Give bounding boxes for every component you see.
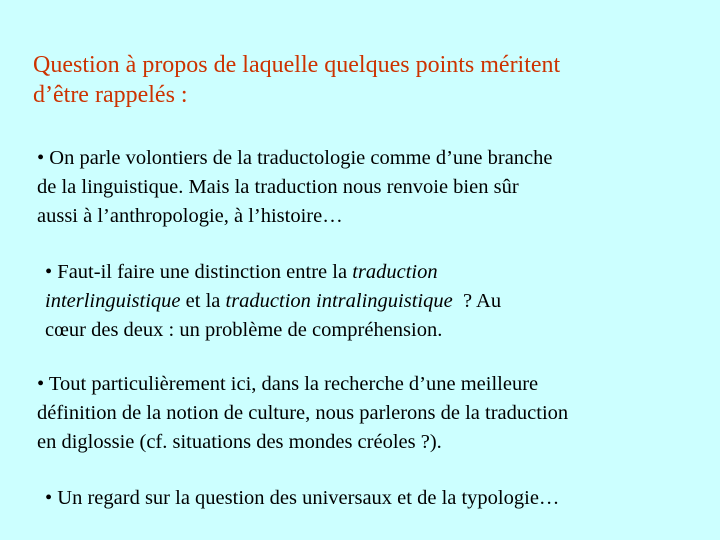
title-line: d’être rappelés : [33, 82, 188, 108]
bullet-culture [37, 370, 697, 457]
bullet-line: en diglossie (cf. situations des mondes créoles ?). [37, 431, 442, 453]
bullet-line: de la linguistique. Mais la traduction nous renvoie bien sûr [37, 176, 519, 198]
bullet-traductologie [37, 144, 677, 231]
bullet-italic-text: traduction intralinguistique [225, 290, 453, 312]
bullet-line: • On parle volontiers de la traductologie comme d’une branche [37, 147, 553, 169]
bullet-universaux [45, 484, 685, 513]
bullet-line [45, 258, 685, 287]
bullet-text: • Faut-il faire une distinction entre la [45, 261, 353, 283]
slide-title [33, 50, 693, 110]
bullet-line: cœur des deux : un problème de compréhension. [45, 319, 443, 341]
bullet-line: • Tout particulièrement ici, dans la recherche d’une meilleure [37, 373, 539, 395]
bullet-distinction [45, 258, 685, 345]
bullet-line: • Un regard sur la question des universaux et de la typologie… [45, 487, 560, 509]
bullet-line: définition de la notion de culture, nous parlerons de la traduction [37, 402, 569, 424]
bullet-line: aussi à l’anthropologie, à l’histoire… [37, 205, 343, 227]
bullet-line [45, 287, 685, 316]
bullet-italic-text: traduction [352, 261, 438, 283]
bullet-italic-text: interlinguistique [45, 290, 181, 312]
bullet-text: et la [180, 290, 226, 312]
title-line: Question à propos de laquelle quelques points méritent [33, 52, 561, 78]
bullet-text: ? Au [452, 290, 502, 312]
